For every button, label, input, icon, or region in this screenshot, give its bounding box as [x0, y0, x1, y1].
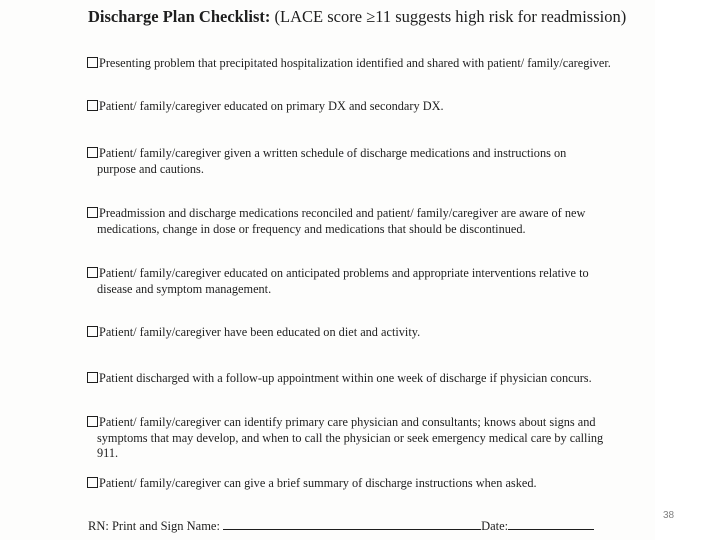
item-text-continued: medications, change in dose or frequency and medications that should be discontinued. — [97, 221, 526, 236]
item-text: Patient discharged with a follow-up appointment within one week of discharge if physician concurs. — [99, 371, 592, 385]
item-text-continued: disease and symptom management. — [97, 281, 272, 296]
checkbox[interactable] — [87, 100, 98, 111]
checkbox[interactable] — [87, 207, 98, 218]
checkbox[interactable] — [87, 147, 98, 158]
item-text: Patient/ family/caregiver educated on anticipated problems and appropriate interventions relative to — [99, 266, 589, 280]
item-text: Preadmission and discharge medications reconciled and patient/ family/caregiver are aware of new — [99, 206, 586, 220]
title-subtitle: (LACE score ≥11 suggests high risk for readmission) — [274, 7, 627, 26]
page-number: 38 — [663, 510, 675, 521]
checklist-item — [87, 206, 657, 237]
item-text: Patient/ family/caregiver have been educated on diet and activity. — [99, 325, 421, 339]
item-text-continued: symptoms that may develop, and when to call the physician or seek emergency medical care by calling — [97, 430, 604, 445]
checklist-item — [87, 325, 657, 341]
item-text: Patient/ family/caregiver educated on primary DX and secondary DX. — [99, 99, 444, 113]
checklist-item — [87, 146, 657, 177]
checklist-item — [87, 371, 657, 387]
date-label: Date: — [481, 519, 509, 533]
checklist-item — [87, 56, 657, 72]
item-text-continued: purpose and cautions. — [97, 161, 204, 176]
item-text-continued: 911. — [97, 446, 119, 460]
checkbox[interactable] — [87, 267, 98, 278]
checklist-item — [87, 266, 657, 297]
title-bold: Discharge Plan Checklist: — [88, 7, 271, 26]
item-text: Presenting problem that precipitated hospitalization identified and shared with patient/ family/caregiver. — [99, 56, 611, 70]
checkbox[interactable] — [87, 57, 98, 68]
checklist-item — [87, 415, 657, 462]
rn-name-label: RN: Print and Sign Name: — [88, 519, 220, 533]
item-text: Patient/ family/caregiver can identify primary care physician and consultants; knows about signs and — [99, 415, 596, 429]
signature-row — [88, 517, 594, 534]
checklist-item — [87, 476, 657, 492]
item-text: Patient/ family/caregiver given a written schedule of discharge medications and instructions on — [99, 146, 567, 160]
checklist-item — [87, 99, 657, 115]
checkbox[interactable] — [87, 477, 98, 488]
item-text: Patient/ family/caregiver can give a brief summary of discharge instructions when asked. — [99, 476, 537, 490]
rn-name-signature-field[interactable] — [223, 517, 481, 530]
date-field[interactable] — [508, 517, 594, 530]
checklist-title — [88, 7, 626, 27]
checkbox[interactable] — [87, 372, 98, 383]
checkbox[interactable] — [87, 416, 98, 427]
checkbox[interactable] — [87, 326, 98, 337]
